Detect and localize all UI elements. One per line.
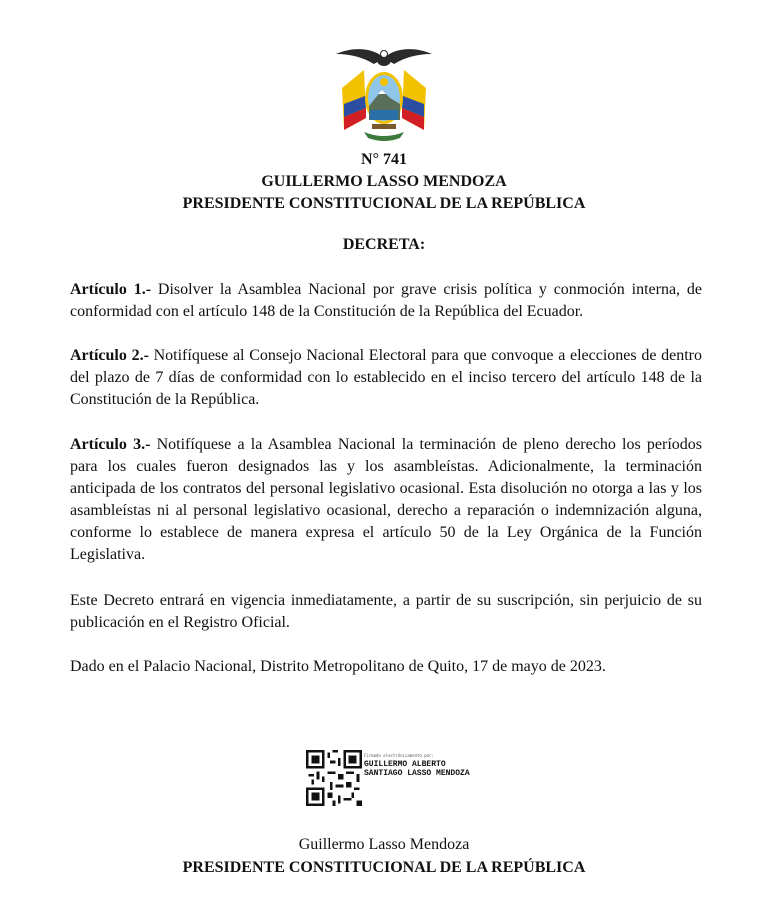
article-2: [70, 345, 702, 411]
decree-number: N° 741: [361, 151, 407, 168]
president-title-heading: PRESIDENTE CONSTITUCIONAL DE LA REPÚBLICA: [182, 195, 586, 212]
signature-caption: Firmado electrónicamente por:: [364, 753, 434, 758]
article-text: Notifíquese al Consejo Nacional Electoral para que convoque a elecciones de dentro del plazo de 7 días de conformidad con lo establecido en el inciso tercero del artículo 148 de la Constitución de la República.: [70, 347, 703, 408]
decreta-heading: DECRETA:: [342, 236, 426, 253]
dado-paragraph: Dado en el Palacio Nacional, Distrito Metropolitano de Quito, 17 de mayo de 2023.: [70, 658, 606, 675]
ecuador-coat-of-arms-icon: [334, 40, 434, 144]
article-label: Artículo 3.-: [70, 436, 151, 453]
article-label: Artículo 2.-: [70, 347, 149, 364]
article-3: [70, 434, 702, 566]
footer-title: PRESIDENTE CONSTITUCIONAL DE LA REPÚBLICA: [182, 859, 586, 876]
signature-signer-name: GUILLERMO ALBERTO SANTIAGO LASSO MENDOZA: [364, 760, 470, 778]
footer-signer: Guillermo Lasso Mendoza: [298, 836, 470, 853]
vigencia-paragraph: Este Decreto entrará en vigencia inmediatamente, a partir de su suscripción, sin perjuicio de su publicación en el Registro Oficial.: [70, 592, 702, 631]
electronic-signature: [306, 750, 476, 808]
qr-code-icon: [306, 750, 362, 806]
article-text: Disolver la Asamblea Nacional por grave crisis política y conmoción interna, de conformidad con el artículo 148 de la Constitución de la República del Ecuador.: [70, 281, 703, 320]
article-text: Notifíquese a la Asamblea Nacional la terminación de pleno derecho los períodos para los cuales fueron designados las y los asambleístas. Adicionalmente, la terminación anticipada de los contratos del personal legislativo ocasional. Esta disolución no otorga a las y los asambleístas ni al personal legislativo ocasional, derecho a reparación o indemnización alguna, conforme lo establece de manera expresa el artículo 50 de la Ley Orgánica de la Función Legislativa.: [70, 436, 702, 563]
article-label: Artículo 1.-: [70, 281, 152, 298]
president-name-heading: GUILLERMO LASSO MENDOZA: [261, 173, 507, 190]
article-1: [70, 279, 702, 323]
